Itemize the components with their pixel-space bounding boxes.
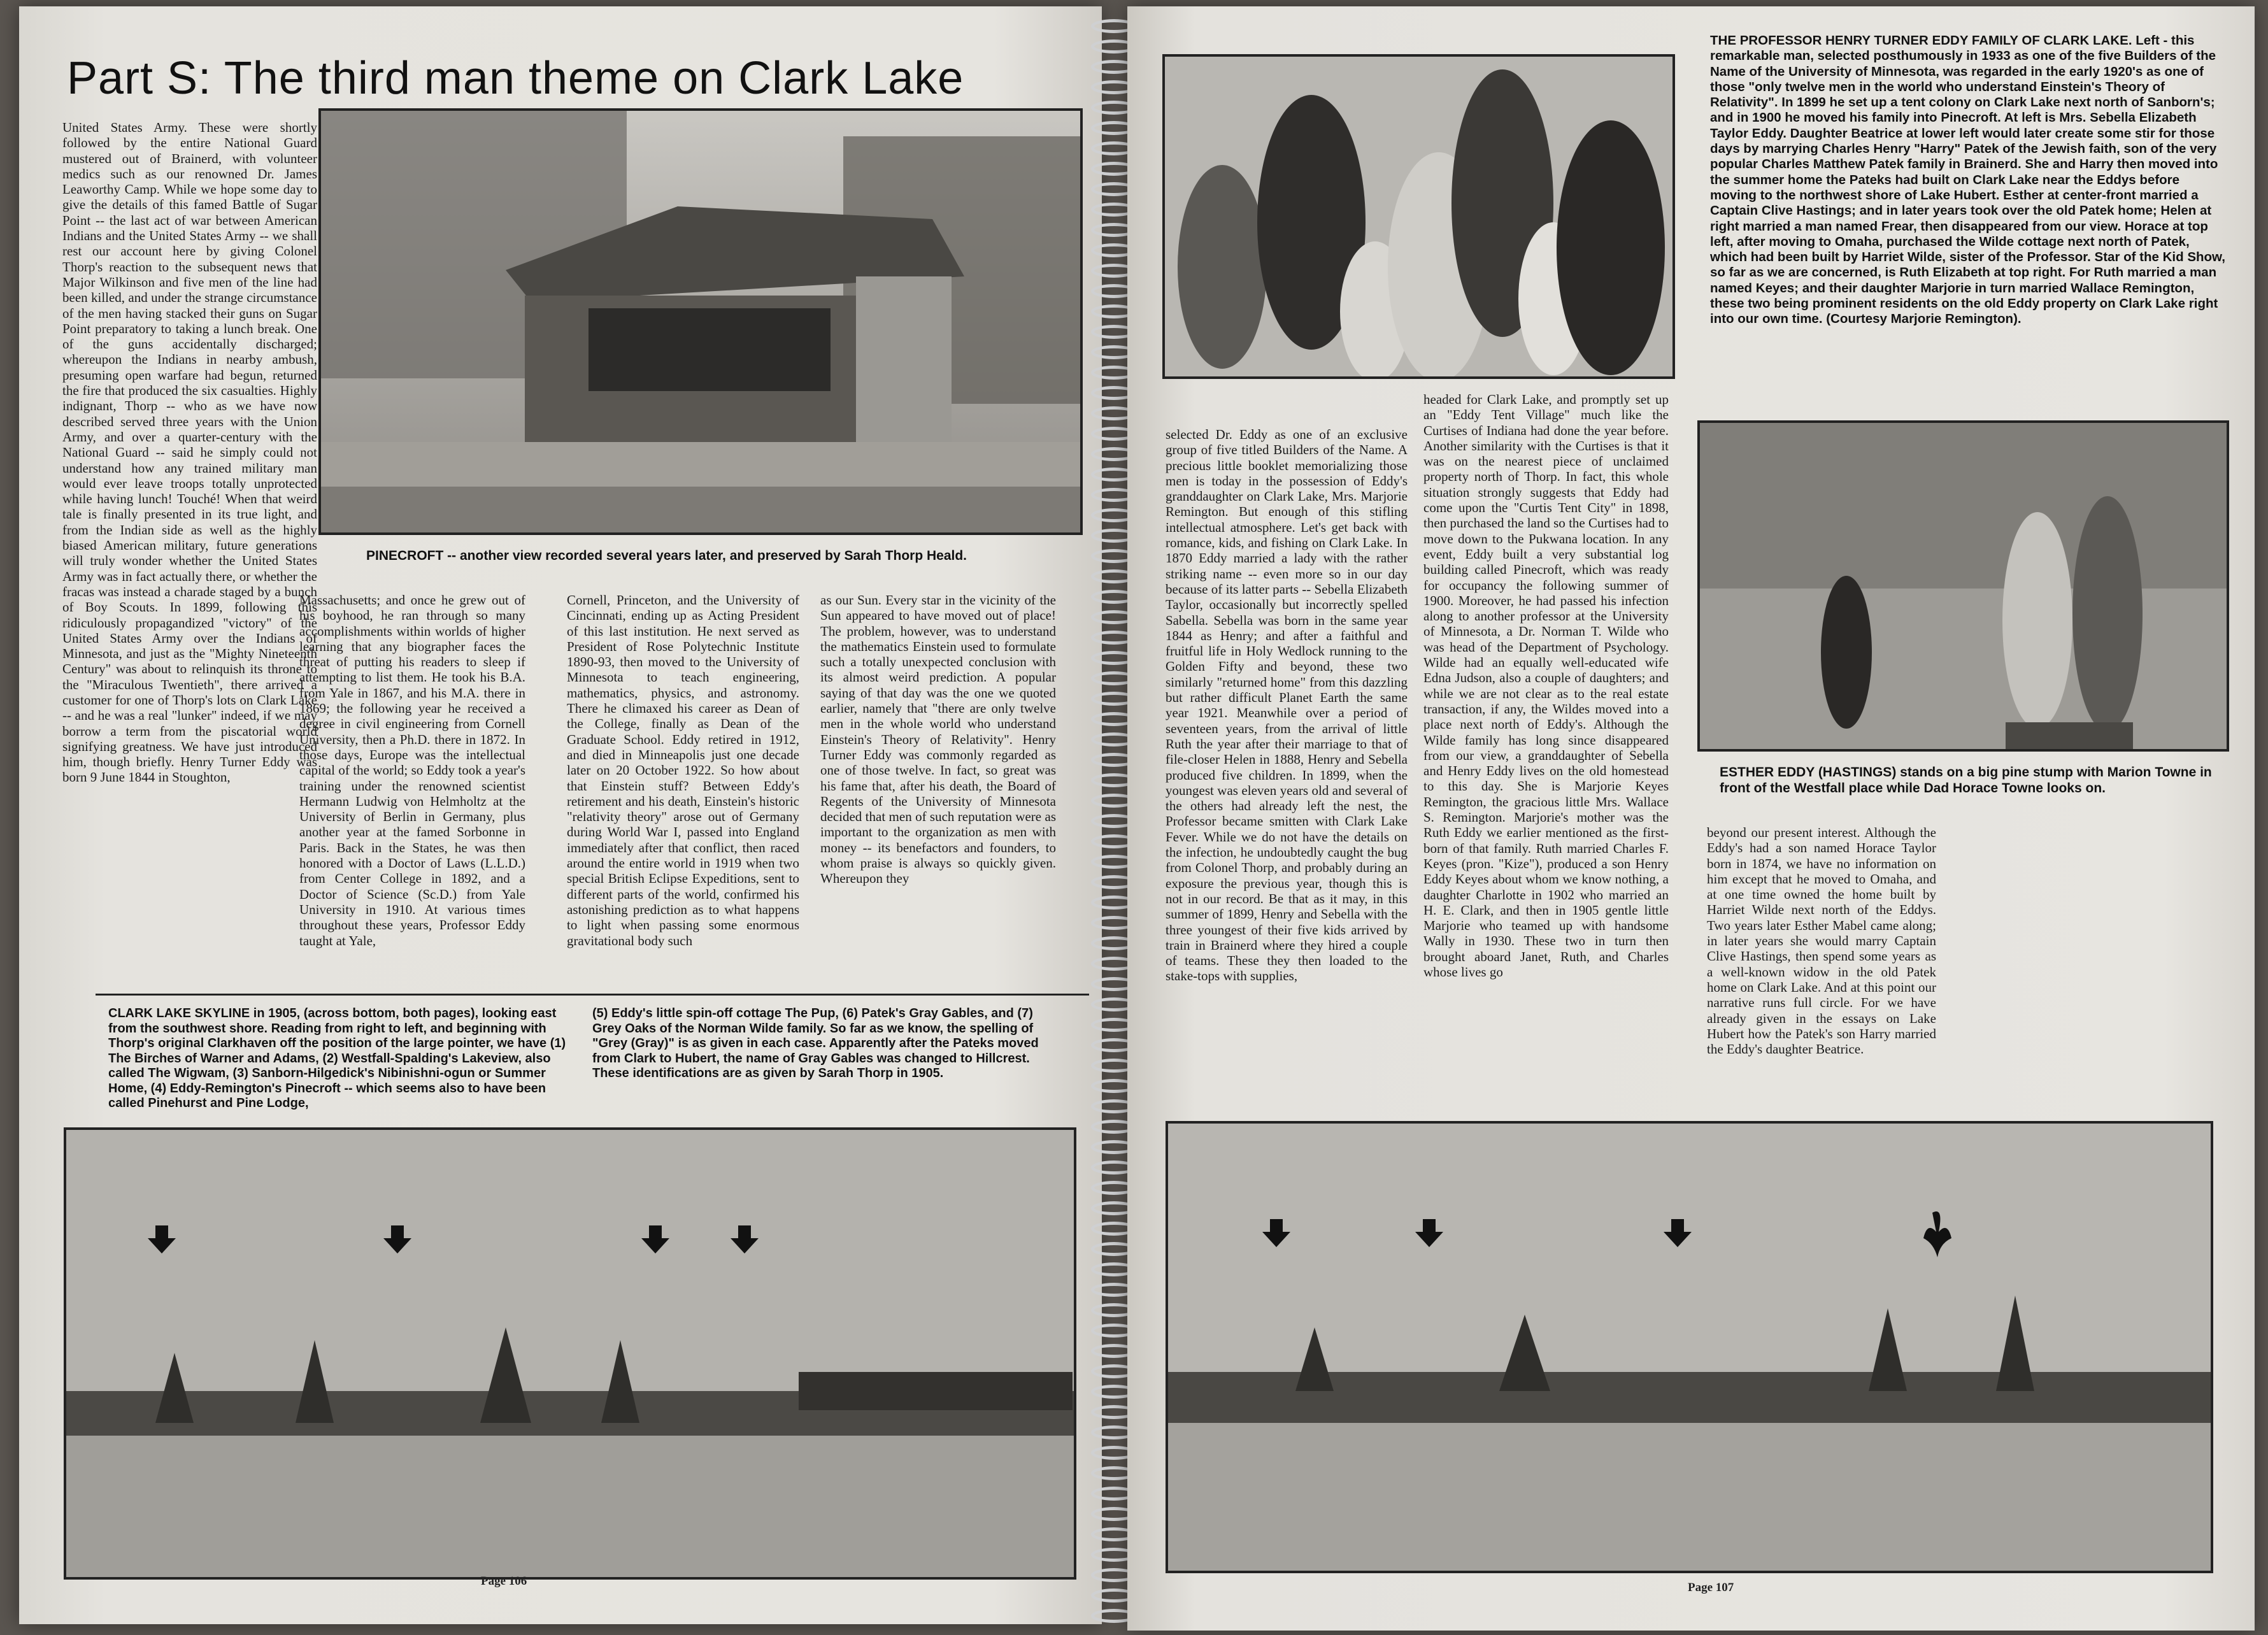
right-column-2: headed for Clark Lake, and promptly set up an "Eddy Tent Village" much like the Curtises of Indiana had done the year before. Another similarity with the Curtises is that it was on the nearest piece of unclaimed property north of Thorp. In fact, this whole situation strongly suggests that Eddy had come upon the "Curtis Tent City" in 1898, then purchased the land so the Curtises had to move down to the Pukwana location. In any event, Eddy built a very substantial log building called Pinecroft, which was ready for occupancy the following summer of 1900. Moreover, he had passed his infection along to another professor at the University of Minnesota, a Dr. Norman T. Wilde who was head of the Department of Psychology. Wilde had an equally well-educated wife Edna Judson, also a couple of daughters; and while we are not clear as to the real estate transaction, if any, the Wildes moved into a place next north of Eddy's. Although the Wilde family has long since disappeared from our view, a granddaughter of Sebella and Henry Eddy lives on the old homestead to this day. She is Marjorie Keyes Remington, the gracious little Mrs. Wallace S. Remington. Marjorie's mother was the Ruth Eddy we earlier mentioned as the first-born of that family. Ruth married Charles F. Keyes (pron. "Kize"), produced a son Henry Eddy Keyes about whom we know nothing, a daughter Charlotte in 1902 who married an H. E. Clark, and then in 1905 gentle little Marjorie who teamed up with handsome Wally in 1930. These two in turn then brought aboard Janet, Ruth, and Charles whose lives go — [1423, 392, 1669, 980]
right-column-1: selected Dr. Eddy as one of an exclusive group of five titled Builders of the Name. A precious little booklet memorializing those men is today in the possession of Eddy's granddaughter on Clark Lake, Mrs. Marjorie Remington. But enough of this stifling intellectual atmosphere. Let's get back with romance, kids, and fishing on Clark Lake. In 1870 Eddy married a lady with the rather striking name -- even more so in our day because of its latter parts -- Sebella Elizabeth Taylor, occasionally but incorrectly spelled Sabella. Sebella was born in the same year 1844 as Henry; and after a faithful and fruitful life in Holy Wedlock running to the Golden Fifty and beyond, these two similarly "returned home" from this dazzling but rather difficult Planet Earth the same year 1921. Meanwhile over a period of seventeen years, from the arrival of little Ruth the year after their marriage to that of file-closer Helen in 1888, Henry and Sebella produced five children. In 1899, when the youngest was eleven years old and several of the others had already left the nest, the Professor became smitten with Clark Lake Fever. While we do not have the details on the infection, he undoubtedly caught the bug from Colonel Thorp, and probably during an exposure the previous year, though this is not in our record. Be that as it may, in this summer of 1899, Henry and Sebella with the three youngest of their five kids arrived by train in Brainerd where they hired a couple of teams. These they then loaded to the stake-tops with supplies, — [1166, 427, 1408, 984]
page-number-right: Page 107 — [1688, 1581, 1734, 1594]
left-column-3: Cornell, Princeton, and the University of Cincinnati, ending up as Acting President of this last institution. He next served as President of Rose Polytechnic Institute 1890-93, then moved to the University of Minnesota to teach engineering, mathematics, physics, and astronomy. There he climaxed his career as Dean of the College, finally as Dean of the Graduate School. Eddy retired in 1912, and died in Minneapolis just one decade later on 20 October 1922. So how about that Einstein stuff? Between Eddy's retirement and his death, Einstein's historic "relativity theory" arose out of Germany during World War I, passed into England immediately after that conflict, then raced around the entire world in 1919 when two special British Eclipse Expeditions, sent to different parts of the world, confirmed his astonishing prediction as to what happens to light when passing some enormous gravitational body such — [567, 592, 799, 948]
left-column-2: Massachusetts; and once he grew out of his boyhood, he ran through so many accomplishments within worlds of higher learning that any biographer faces the threat of putting his readers to sleep if attempting to list them. He took his B.A. from Yale in 1867, and his M.A. there in 1869; the following year he received a degree in civil engineering from Cornell University, then a Ph.D. there in 1872. In those days, Europe was the intellectual capital of the world; so Eddy took a year's training under the renowned scientist Hermann Ludwig von Helmholtz at the University of Berlin in Germany, plus another year at the famed Sorbonne in Paris. Back in the States, he was then honored with a Doctor of Laws (L.L.D.) from Center College in 1892, and a Doctor of Science (Sc.D.) from Yale University in 1910. At various times throughout these years, Professor Eddy taught at Yale, — [299, 592, 525, 948]
left-column-1: United States Army. These were shortly followed by the entire National Guard mustered out of Brainerd, with volunteer medics such as our renowned Dr. James Leaworthy Camp. While we hope some day to give the details of this famed Battle of Sugar Point -- the last act of war between American Indians and the United States Army -- we shall rest our account here by giving Colonel Thorp's reaction to the subsequent news that Major Wilkinson and five men of the line had been killed, and under the strange circumstance of the men having stacked their guns on Sugar Point preparatory to taking a lunch break. One of the guns accidentally discharged; whereupon the Indians in nearby ambush, presuming open warfare had begun, returned the fire that produced the six casualties. Highly indignant, Thorp -- who as we have now described served three years with the Union Army, and over a quarter-century with the National Guard -- said he simply could not understand how any trained military man would ever leave troops totally unprotected while having lunch! Touché! When that weird tale is finally presented in its true light, and from the Indian side as well as the highly biased American military, future generations will truly wonder whether the United States Army was in fact actually there, or whether the fracas was instead a charade staged by a bunch of Boy Scouts. In 1899, following this ridiculously propagandized "victory" of the United States Army over the Indians of Minnesota, and just as the "Mighty Nineteenth Century" was about to relinquish its throne to the "Miraculous Twentieth", there arrived a customer for one of Thorp's lots on Clark Lake -- and he was a real "lunker" indeed, if we may borrow a term from the piscatorial world signifying greatness. We have just introduced him, though briefly. Henry Turner Eddy was born 9 June 1844 in Stoughton, — [62, 120, 317, 785]
left-page — [19, 6, 1102, 1624]
eddy-family-caption: THE PROFESSOR HENRY TURNER EDDY FAMILY OF CLARK LAKE. Left - this remarkable man, selected posthumously in 1933 as one of the five Builders of the Name of the University of Minnesota, was regarded in the early 1920's as one of those "only twelve men in the world who understand Einstein's Theory of Relativity". In 1899 he set up a tent colony on Clark Lake next north of Sanborn's; and in 1900 he moved his family into Pinecroft. At left is Mrs. Sebella Elizabeth Taylor Eddy. Daughter Beatrice at lower left would later create some stir for those days by marrying Charles Henry "Harry" Patek of the Jewish faith, son of the very popular Charles Matthew Patek family in Brainerd. She and Harry then moved into the summer home the Pateks had built on Clark Lake near the Eddys before moving to the northwest shore of Lake Hubert. Esther at center-front married a Captain Clive Hastings; and in later years took over the old Patek home; Helen at right married a man named Frear, then disappeared from our view. Horace at top left, after moving to Omaha, purchased the Wilde cottage next north of Patek, which had been built by Harriet Wilde, sister of the Professor. Star of the Kid Show, so far as we are concerned, is Ruth Elizabeth at top right. For Ruth married a man named Keyes; and their daughter Marjorie in turn married Wallace Remington, these two being prominent residents on the old Eddy property on Clark Lake right into our own time. (Courtesy Marjorie Remington). — [1710, 33, 2225, 327]
horizontal-rule — [96, 994, 1089, 996]
left-column-4: as our Sun. Every star in the vicinity of the Sun appeared to have moved out of place! The problem, however, was to understand the mathematics Einstein used to formulate such a totally unexpected conclusion with its almost weird prediction. A popular saying of that day was the one we quoted earlier, namely that "there are only twelve men in the whole world who understand Einstein's Theory of Relativity". Henry Turner Eddy was commonly regarded as one of those twelve. In fact, so great was his fame that, after his death, the Board of Regents of the University of Minnesota decided that men of such reputation were as important to the organization as men with money -- its benefactors and founders, to whom praise is always so quickly given. Whereupon they — [820, 592, 1056, 887]
esther-eddy-photo — [1697, 420, 2229, 752]
skyline-caption-part-1: CLARK LAKE SKYLINE in 1905, (across bottom, both pages), looking east from the southwest shore. Reading from right to left, and beginning with Thorp's original Clarkhaven off the position of the large pointer, we have (1) The Birches of Warner and Adams, (2) Westfall-Spalding's Lakeview, also called The Wigwam, (3) Sanborn-Hilgedick's Nibinishni-ogun or Summer Home, (4) Eddy-Remington's Pinecroft -- which seems also to have been called Pinehurst and Pine Lodge, — [108, 1006, 566, 1110]
esther-eddy-caption: ESTHER EDDY (HASTINGS) stands on a big pine stump with Marion Towne in front of the Westfall place while Dad Horace Towne looks on. — [1720, 765, 2212, 796]
pinecroft-caption: PINECROFT -- another view recorded several years later, and preserved by Sarah Thorp Heald. — [366, 548, 967, 563]
pinecroft-photo — [318, 108, 1083, 535]
page-number-left: Page 106 — [481, 1574, 527, 1588]
skyline-photo-right — [1166, 1121, 2213, 1573]
right-column-3: beyond our present interest. Although the Eddy's had a son named Horace Taylor born in 1874, we have no information on him except that he moved to Omaha, and at one time owned the home built by Harriet Wilde next north of the Eddys. Two years later Esther Mabel came along; in later years she would marry Captain Clive Hastings, then spend some years as a well-known widow in the old Patek home on Clark Lake. And at this point our narrative runs full circle. For we have already given in the essays on Lake Hubert how the Patek's son Harry married the Eddy's daughter Beatrice. — [1707, 825, 1936, 1057]
page-headline: Part S: The third man theme on Clark Lake — [67, 53, 964, 104]
eddy-family-photo — [1162, 54, 1675, 379]
skyline-caption-part-2: (5) Eddy's little spin-off cottage The Pup, (6) Patek's Gray Gables, and (7) Grey Oaks of the Norman Wilde family. So far as we know, the spelling of "Grey (Gray)" is as given in each case. Apparently after the Pateks moved from Clark to Hubert, the name of Gray Gables was changed to Hillcrest. These identifications are as given by Sarah Thorp in 1905. — [592, 1006, 1039, 1080]
skyline-photo-left — [64, 1127, 1076, 1580]
right-page — [1127, 6, 2255, 1631]
